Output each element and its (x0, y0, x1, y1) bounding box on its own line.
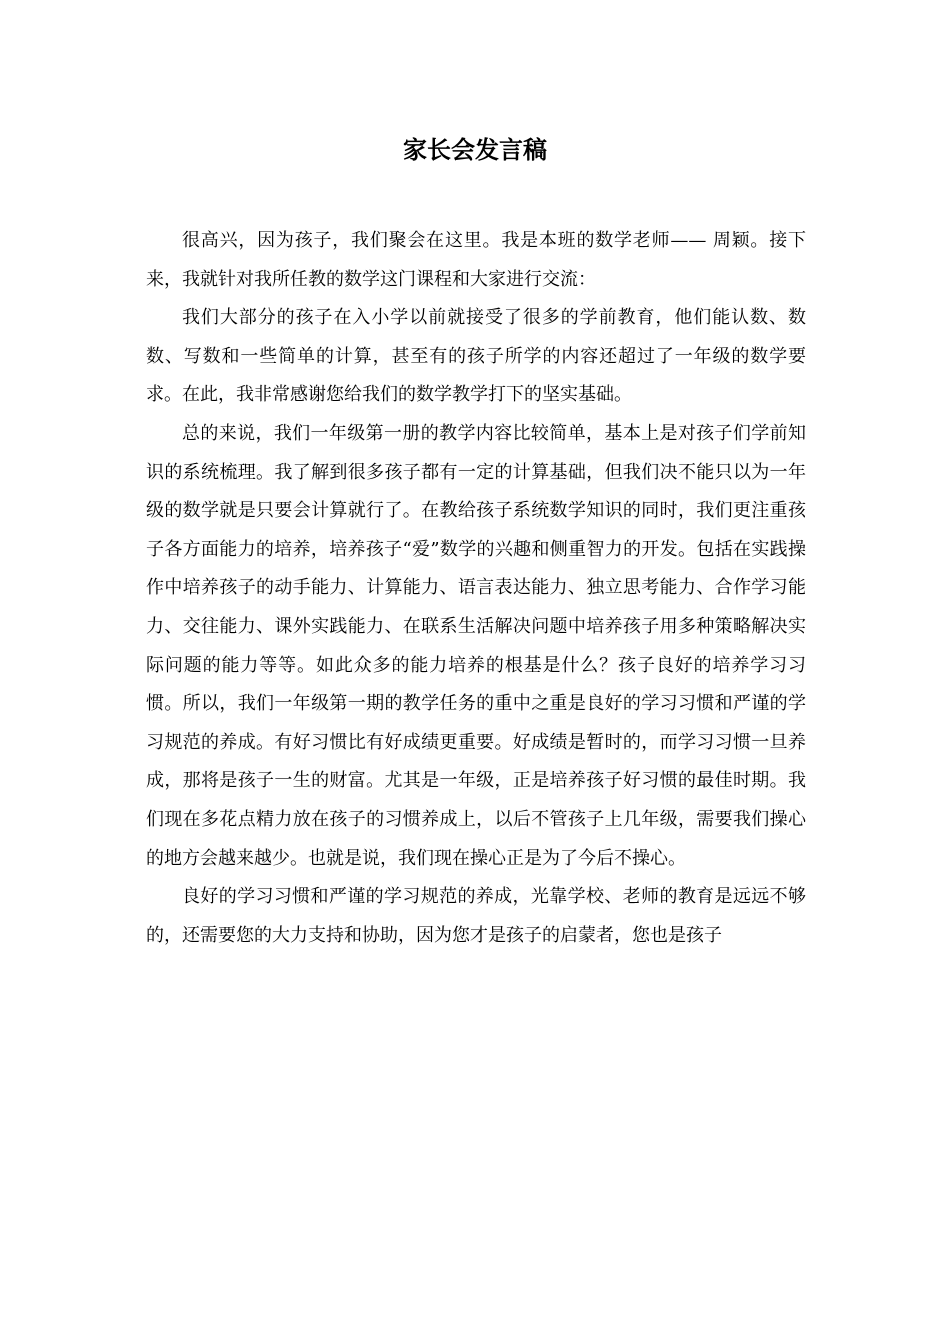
page-title: 家长会发言稿 (403, 135, 547, 164)
paragraph-parent-support: 良好的学习习惯和严谨的学习规范的养成，光靠学校、老师的教育是远远不够的，还需要您的大力支持和协助，因为您才是孩子的启蒙者，您也是孩子 (146, 886, 806, 946)
document-body (146, 222, 806, 955)
paragraph-learning-habits: 总的来说，我们一年级第一册的教学内容比较简单，基本上是对孩子们学前知识的系统梳理。我了解到很多孩子都有一定的计算基础，但我们决不能只以为一年级的数学就是只要会计算就行了。在教给孩子系统数学知识的同时，我们更注重孩子各方面能力的培养，培养孩子“爱”数学的兴趣和侧重智力的开发。包括在实践操作中培养孩子的动手能力、计算能力、语言表达能力、独立思考能力、合作学习能力、交往能力、课外实践能力、在联系生活解决问题中培养孩子用多种策略解决实际问题的能力等等。如此众多的能力培养的根基是什么？孩子良好的培养学习习惯。所以，我们一年级第一期的教学任务的重中之重是良好的学习习惯和严谨的学习规范的养成。有好习惯比有好成绩更重要。好成绩是暂时的，而学习习惯一旦养成，那将是孩子一生的财富。尤其是一年级，正是培养孩子好习惯的最佳时期。我们现在多花点精力放在孩子的习惯养成上，以后不管孩子上几年级，需要我们操心的地方会越来越少。也就是说，我们现在操心正是为了今后不操心。 (146, 422, 806, 869)
paragraph-greeting: 很高兴，因为孩子，我们聚会在这里。我是本班的数学老师—— 周颖。接下来，我就针对我所任教的数学这门课程和大家进行交流： (146, 230, 806, 290)
paragraph-preschool-education: 我们大部分的孩子在入小学以前就接受了很多的学前教育，他们能认数、数数、写数和一些简单的计算，甚至有的孩子所学的内容还超过了一年级的数学要求。在此，我非常感谢您给我们的数学教学打下的坚实基础。 (146, 307, 806, 406)
